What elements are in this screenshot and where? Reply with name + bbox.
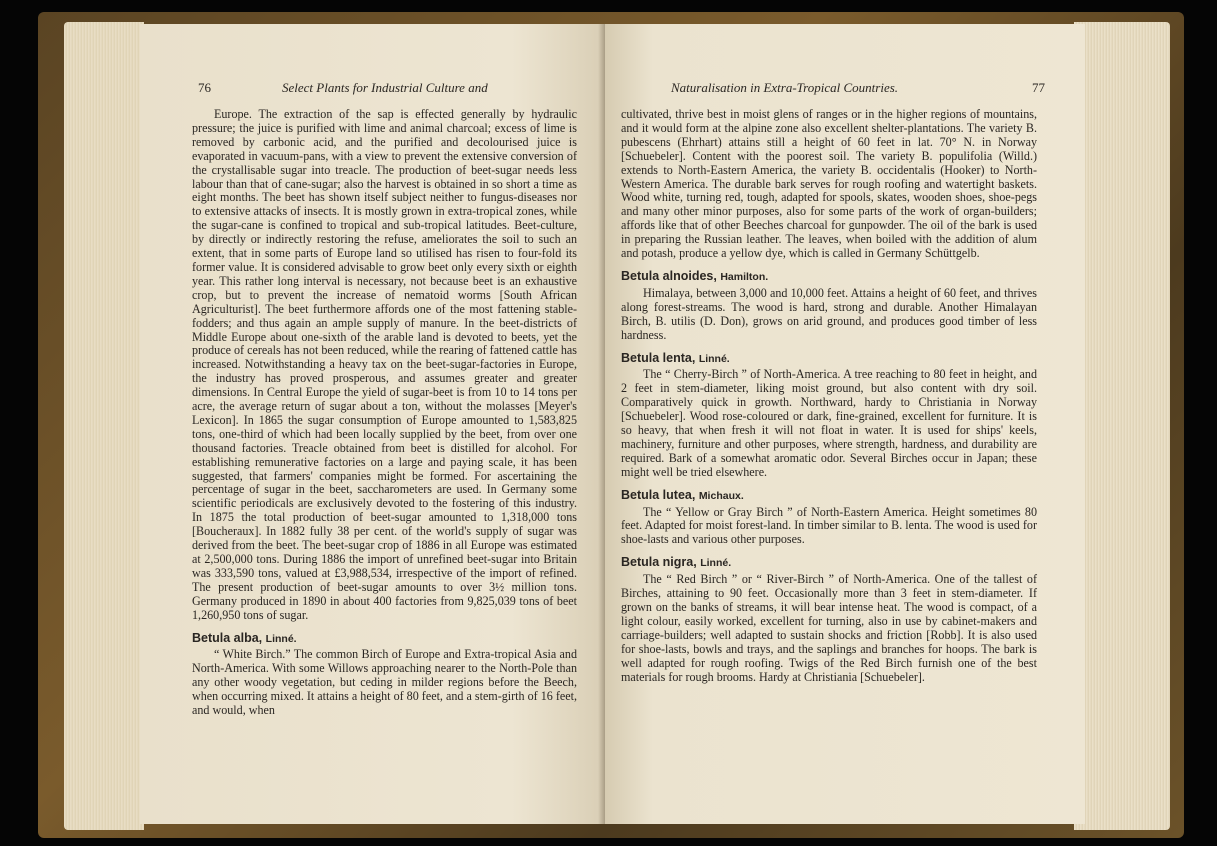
- entry-author: Linné.: [698, 352, 730, 365]
- entry-species: Betula lutea,: [621, 487, 696, 502]
- right-page-number: 77: [1032, 80, 1045, 95]
- right-running-title: Naturalisation in Extra-Tropical Countries.: [671, 80, 899, 95]
- entry-species: Betula nigra,: [621, 555, 697, 570]
- entry-text: Himalaya, between 3,000 and 10,000 feet. Attains a height of 60 feet, and thrives along forest-streams. The wood is hard, strong and durable. Another Himalayan Birch, B. utilis (D. Don), grows on arid ground, and produces good timber of less hardness.: [621, 285, 1037, 342]
- entry-species: Betula alnoides,: [621, 268, 717, 283]
- left-page: [140, 24, 605, 824]
- entry-author: Linné.: [265, 632, 297, 645]
- entry-heading: [192, 632, 577, 647]
- entry-author: Hamilton.: [720, 270, 769, 283]
- right-page: [605, 24, 1085, 824]
- paragraph: cultivated, thrive best in moist glens of ranges or in the higher regions of mountains, and it would form at the alpine zone also excellent shelter-plantations. The variety B. pubescens (Ehrhart) attains still a height of 60 feet in lat. 70° N. in Norway [Schuebeler]. Content with the poorest soil. The variety B. populifolia (Willd.) extends to North-Eastern America, the variety B. occidentalis (Hooker) to North-Western America. The durable bark serves for rough roofing and watertight baskets. Wood white, turning red, tough, adapted for spools, skates, wooden shoes, shoe-pegs and many other minor purposes, also for some parts of the work of organ-builders; affords like that of other Beeches charcoal for gunpowder. The oil of the bark is used in preparing the Russian leather. The leaves, when boiled with the addition of alum and potash, produce a yellow dye, which is called in Germany Schüttgelb.: [621, 107, 1037, 261]
- right-page-body: [621, 108, 1037, 684]
- paragraph: Europe. The extraction of the sap is effected generally by hydraulic pressure; the juice is purified with lime and animal charcoal; excess of lime is removed by carbonic acid, and the purified and decolourised juice is evaporated in vacuum-pans, with a view to prevent the extensive conversion of the crystallisable sugar into treacle. The production of beet-sugar needs less labour than that of cane-sugar; also the harvest is obtained in so short a time as eight months. The beet has shown itself subject neither to fungus-diseases nor to extensive attacks of insects. It is mostly grown in extra-tropical zones, while the sugar-cane is confined to tropical and sub-tropical latitudes. Beet-culture, by directly or indirectly restoring the refuse, ameliorates the soil to such an extent, that in some parts of Europe land so utilised has risen to four-fold its former value. It is considered advisable to grow beet only every sixth or eighth year. This rather long interval is necessary, not because beet is an exhaustive crop, but to prevent the increase of nematoid worms [South African Agriculturist]. The beet furthermore affords one of the most fattening stable-fodders; and thus again an ample supply of manure. In the beet-districts of Middle Europe about one-sixth of the arable land is devoted to beets, yet the produce of cereals has not been reduced, while the rearing of fattened cattle has increased. Notwithstanding a heavy tax on the beet-sugar-factories in Europe, the industry has proved prosperous, and assumes greater and greater dimensions. In Central Europe the yield of sugar-beet is from 10 to 14 tons per acre, the average return of sugar about a ton, without the molasses [Meyer's Lexicon]. In 1865 the sugar consumption of Europe amounted to 1,583,825 tons, one-third of which had been locally supplied by the beet, from over one thousand factories. Treacle obtained from beet is distilled for alcohol. For establishing remunerative factories on a large and paying scale, it has been suggested, that farmers' companies might be formed. For ascertaining the percentage of sugar in the beet, saccharometers are used. In Germany some scientific periodicals are exclusively devoted to the fostering of this industry. In 1875 the total production of beet-sugar amounted to 1,318,000 tons [Boucheraux]. In 1882 fully 38 per cent. of the world's supply of sugar was derived from the beet. The beet-sugar crop of 1886 in all Europe was estimated at 2,500,000 tons. During 1886 the import of unrefined beet-sugar into Britain was 333,590 tons, valued at £3,988,534, irrespective of the import of refined. The present production of beet-sugar amounts to over 3½ million tons. Germany produced in 1890 in about 400 factories from 9,825,039 tons of beet 1,260,950 tons of sugar.: [192, 107, 577, 622]
- entry-heading: [621, 489, 1037, 504]
- entry-heading: [621, 352, 1037, 367]
- entry-author: Michaux.: [698, 489, 744, 502]
- left-page-number: 76: [198, 80, 211, 95]
- left-running-title: Select Plants for Industrial Culture and: [282, 80, 488, 95]
- entry-heading: [621, 270, 1037, 285]
- page-edges-right: [1074, 22, 1170, 830]
- entry-text: “ White Birch.” The common Birch of Europe and Extra-tropical Asia and North-America. With some Willows approaching nearer to the North-Pole than any other woody vegetation, but ceding in milder regions before the Beech, when occurring mixed. It attains a height of 80 feet, and a stem-girth of 16 feet, and would, when: [192, 647, 577, 718]
- entry-text: The “ Yellow or Gray Birch ” of North-Eastern America. Height sometimes 80 feet. Adapted for moist forest-land. In timber similar to B. lenta. The wood is used for shoe-lasts and various other purposes.: [621, 504, 1037, 547]
- left-page-body: [192, 108, 577, 718]
- entry-author: Linné.: [700, 557, 732, 570]
- entry-species: Betula alba,: [192, 630, 263, 645]
- entry-text: The “ Red Birch ” or “ River-Birch ” of North-America. One of the tallest of Birches, attaining to 90 feet. Occasionally more than 3 feet in stem-diameter. If grown on the banks of streams, it will bear intense heat. The wood is compact, of a light colour, easily worked, excellent for turning, also in use by cabinet-makers and carriage-builders; well adapted to sustain shocks and friction [Robb]. It is also used for shoe-lasts, bowls and trays, and the saplings and branches for hoops. The bark is well adapted for rough roofing. Twigs of the Red Birch furnish one of the best materials for rough brooms. Hardy at Christiania [Schuebeler].: [621, 572, 1037, 684]
- entry-text: The “ Cherry-Birch ” of North-America. A tree reaching to 80 feet in height, and 2 feet in stem-diameter, liking moist ground, but also content with dry soil. Comparatively quick in growth. Northward, hardy to Christiania in Norway [Schuebeler]. Wood rose-coloured or dark, fine-grained, excellent for furniture. It is so heavy, that when fresh it will not float in water. It is used for ships' keels, machinery, furniture and other purposes, where strength, hardness, and durability are required. Bark of a somewhat aromatic odor. Several Birches occur in Japan; these might well be tried elsewhere.: [621, 367, 1037, 479]
- entry-heading: [621, 556, 1037, 571]
- entry-species: Betula lenta,: [621, 350, 696, 365]
- page-edges-left: [64, 22, 144, 830]
